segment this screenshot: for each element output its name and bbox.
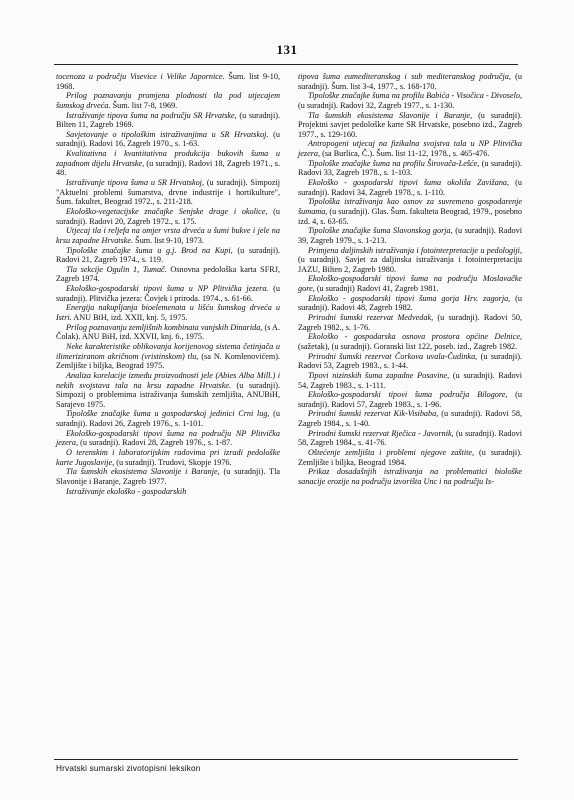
entry-details: (sažetak), (u suradnji). Goranski list 122, poseb. izd., Zagreb 1982. (298, 341, 518, 351)
bibliography-entry (56, 487, 280, 497)
entry-details: (u suradnji). Savjet za daljinska istraživanja i fotointerpretaciju JAZU, Bilten 2, Zagreb 1980. (298, 255, 522, 274)
bibliography-entry (56, 111, 280, 130)
entry-title: Ekološko-gospodarski tipovi šuma područja Bilogore, (308, 390, 508, 400)
entry-title: Istraživanje ekološko - gospodarskih (66, 486, 187, 496)
entry-details: (u suradnji). Projektni savjet pedološke karte SR Hrvatske, posebno izd., Zagreb 1977., s. 129-160. (298, 110, 522, 139)
bibliography-entry (56, 448, 280, 467)
entry-title: Ekološko-vegetacijske značajke Senjske drage i okolice, (66, 206, 268, 216)
entry-title: Prikaz dosadašnjih istraživanja na problematici biološke sanacije erozije na području izvorišta Unc i na području Is- (298, 467, 522, 486)
entry-title: Neke karakteristike oblikovanja korijenovog sistema četinjača u ilimeriziranom akričnom (vristinskom) tlu, (56, 341, 280, 361)
entry-details: Šum. list 7-8, 1969. (110, 100, 178, 110)
bibliography-entry (298, 246, 522, 275)
entry-details: Šum. list 9-10, 1968. (56, 72, 280, 91)
entry-title: Prirodni šumski rezervat Medvedak, (308, 313, 434, 323)
entry-title: Prilog poznavanju promjena plodnosti tla pod utjecajem šumskog drveća. (56, 91, 280, 110)
entry-title: Istraživanje tipova šuma u SR Hrvatskoj, (66, 178, 205, 188)
entry-details: (u suradnji). Simpozij o problemima istraživanja šumskih zemljišta, ANUBiH, Sarajevo 1975. (56, 380, 280, 409)
entry-title: Tla sekcije Ogulin 1, Tumač. (66, 264, 167, 274)
bibliography-entry (56, 303, 280, 322)
entry-details: (u suradnji). Radovi 33, Zagreb 1978., s. 1-103. (298, 158, 522, 178)
bibliography-entry (298, 409, 522, 428)
bibliography-entry (298, 111, 522, 140)
entry-details: (u suradnji). Trudovi, Skopje 1976. (114, 457, 232, 467)
left-column (56, 72, 280, 496)
entry-title: Prirodni šumski rezervat Čorkova uvala-Čudinka, (308, 351, 478, 361)
entry-title: Tipološke značajke šuma u gospodarskoj jedinici Crni lug, (66, 409, 270, 419)
entry-details: (u suradnji). Radovi 50, Zagreb 1982., s. 1-76. (298, 313, 522, 332)
entry-title: Ekološko - gospodarski tipovi šuma okoliša Zavižana, (308, 178, 510, 188)
entry-details: (u suradnji) Radovi 41, Zagreb 1981. (314, 284, 439, 294)
entry-details: ANU BiH, izd. XXII, knj. 5, 1975. (71, 313, 188, 323)
entry-details: Osnovna pedološka karta SFRJ, Zagreb 1974. (56, 264, 280, 284)
entry-title: Primjena daljinskih istraživanja i fotointerpretacije u pedologiji, (308, 245, 522, 255)
entry-details: (u suradnji). Radovi 53, Zagreb 1983., s. 1-44. (298, 351, 522, 371)
entry-title: Analiza korelacije između proizvodnosti jele (Abies Alba Mill.) i nekih svojstava tala na krsu zapadne Hrvatske. (56, 370, 280, 390)
bottom-rule (54, 759, 518, 760)
bibliography-entry (298, 429, 522, 448)
entry-details: (u suradnji). Radovi 28, Zagreb 1976., s. 1-87. (78, 438, 233, 448)
entry-details: (u suradnji). Radovi 26, Zagreb 1976., s. 1-101. (56, 409, 280, 429)
entry-title: Tipovi nizinskih šuma zapadne Posavine, (308, 370, 450, 380)
entry-details: (u suradnji). Tla Slavonije i Baranje, Zagreb 1977. (56, 467, 280, 486)
bibliography-entry (56, 207, 280, 226)
entry-title: Ekološko-gospodarski tipovi šuma na području NP Plitvička jezera, (56, 428, 280, 448)
entry-details: (u suradnji). Radovi 18, Zagreb 1971., s. 48. (56, 158, 280, 178)
bibliography-entry (56, 323, 280, 342)
bibliography-entry (298, 91, 522, 110)
entry-title: Ekološko-gospodarski tipovi šuma na području Moslavačke gore, (298, 274, 522, 294)
bibliography-entry (298, 274, 522, 293)
entry-details: (u suradnji). Radovi 57, Zagreb 1983., s. 1-96. (298, 390, 522, 409)
entry-title: O terenskim i laboratorijskim radovima pri izradi pedološke karte Jugoslavije, (56, 447, 280, 467)
entry-details: (u suradnji). Plitvička jezera: Čovjek i priroda. 1974., s. 61-66. (56, 284, 280, 303)
bibliography-entry (56, 130, 280, 149)
entry-details: (u suradnji). Radovi 20, Zagreb 1972., s. 175. (56, 206, 280, 226)
entry-title: Energija nakupljanja bioelemenata u lišću šumskog drveća u Istri. (56, 303, 280, 323)
entry-details: (sa Burlica, Č.). Šum. list 11-12, 1978., s. 465-476. (320, 149, 490, 159)
entry-details: (u suradnji). Radovi 48, Zagreb 1982. (298, 293, 522, 313)
entry-title: Kvalitativna i kvantitativna produkcija bukovih šuma u zapadnom dijelu Hrvatske, (56, 149, 280, 168)
bibliography-entry (298, 294, 522, 313)
bibliography-entry (298, 159, 522, 178)
entry-title: Tipološke značajke šuma na profilu Širovača-Lešće, (308, 158, 480, 168)
entry-details: (u suradnji). Radovi 39, Zagreb 1979., s. 1-213. (298, 226, 522, 245)
entry-details: (sa N. Komlenovićem). Zemljište i biljka, Beograd 1975. (56, 351, 280, 371)
entry-details: (u suradnji). Radovi 58, Zagreb 1984., s. 41-76. (298, 428, 522, 448)
bibliography-entry (56, 265, 280, 284)
entry-details: (u suradnji). Radovi 32, Zagreb 1977., s. 1-130. (298, 100, 455, 110)
entry-title: Ekološko-gospodarski tipovi šuma u NP Plitvička jezera. (66, 284, 269, 294)
bibliography-entry (56, 409, 280, 428)
entry-title: Tipološka istraživanja kao osnov za suvremeno gospodarenje šumama, (298, 197, 522, 216)
bibliography-entry (56, 91, 280, 110)
entry-details: (s A. Čolak). ANU BiH, izd. XXVII, knj. 6., 1975. (56, 322, 280, 342)
entry-title: Utjecaj tla i reljefa na omjer vrsta drveća u šumi bukve i jele na krsu zapadne Hrvatske. (56, 226, 280, 245)
bibliography-entry (56, 226, 280, 245)
entry-title: Tla šumskih ekosistema Slavonije i Baranje, (308, 110, 473, 120)
bibliography-entry (56, 467, 280, 486)
entry-details: (u suradnji). Bilten 11, Zagreb 1969. (56, 110, 280, 130)
entry-title: Oštećenje zemljišta i problemi njegove zaštite, (308, 447, 475, 457)
entry-title: Tla šumskih ekosistema Slavonije i Baranje, (66, 467, 220, 477)
bibliography-entry (298, 139, 522, 158)
bibliography-entry (298, 178, 522, 197)
bibliography-entry (298, 390, 522, 409)
entry-title: Tipološke značajke šuma Slavonskog gorja, (308, 226, 453, 236)
bibliography-entry (56, 149, 280, 178)
bibliography-entry (298, 467, 522, 486)
entry-details: (u suradnji). Glas. Šum. fakulteta Beograd, 1979., posebno izd. 4, s. 63-65. (298, 206, 522, 226)
entry-details: Šum. list 9-10, 1973. (133, 235, 204, 245)
bibliography-entry (298, 352, 522, 371)
entry-title: Savjetovanje o tipološkim istraživanjima u SR Hrvatskoj. (66, 129, 269, 139)
entry-details: (u suradnji). Radovi 16, Zagreb 1970., s. 1-63. (56, 129, 280, 149)
entry-details: (u suradnji). Radovi 58, Zagreb 1984., s. 1-40. (298, 409, 522, 429)
top-rule (54, 64, 518, 65)
entry-details: (u suradnji). Radovi 54, Zagreb 1983., s. 1-111. (298, 370, 523, 390)
bibliography-entry (298, 332, 522, 351)
entry-title: Prilog poznavanju zemljišnih kombinata vanjskih Dinarida, (66, 322, 263, 332)
bibliography-entry (298, 72, 522, 91)
entry-details: (u suradnji). Zemljište i biljka, Beograd 1984. (298, 447, 522, 467)
bibliography-entry (298, 448, 522, 467)
entry-title: Tipološke značajke šuma u g.j. Brod na Kupi, (66, 245, 233, 255)
entry-title: Ekološko - gospodarska osnova prostora općine Delnice, (308, 332, 522, 342)
entry-details: (u suradnji). Simpozij "Aktuelni problemi šumarstva, drvne industrije i hortikulture", Šum. fakultet, Beograd 1972., s. 211-218. (56, 178, 280, 207)
entry-title: tipova šuma eumediteranskog i sub mediteranskog područja, (298, 72, 511, 81)
bibliography-entry (298, 197, 522, 226)
entry-title: Prirodni šumski rezervat Kik-Visibaba, (308, 409, 439, 419)
entry-title: Tipološke značajke šuma na profilu Babića - Visočica - Divoselo, (308, 91, 522, 101)
entry-details: (u suradnji). Radovi 21, Zagreb 1974., s. 119. (56, 245, 280, 265)
entry-title: Istraživanje tipova šuma na području SR Hrvatske, (66, 110, 237, 120)
entry-title: Ekološko - gospodarski tipovi šuma gorja Hrv. zagorja, (308, 293, 511, 303)
bibliography-entry (298, 371, 522, 390)
bibliography-entry (56, 178, 280, 207)
bibliography-entry (56, 429, 280, 448)
bibliography-entry (56, 246, 280, 265)
bibliography-entry (56, 342, 280, 371)
right-column (298, 72, 522, 487)
entry-title: tocenoza u području Visevice i Velike Japornice. (56, 72, 225, 81)
bibliography-entry (298, 226, 522, 245)
bibliography-entry (56, 72, 280, 91)
bibliography-entry (56, 284, 280, 303)
bibliography-entry (298, 313, 522, 332)
entry-title: Antropogeni utjecaj na fizikalna svojstva tala u NP Plitvička jezera, (298, 139, 522, 159)
entry-title: Prirodni šumski rezervat Rječica - Javornik, (308, 428, 454, 438)
bibliography-entry (56, 371, 280, 410)
entry-details: (u suradnji). Šum. list 3-4, 1977., s. 168-170. (298, 72, 522, 91)
entry-details: (u suradnji). Radovi 34, Zagreb 1978., s. 1-110. (298, 178, 523, 197)
footer-text: Hrvatski sumarski zivotopisni leksikon (56, 764, 201, 773)
page-number: 131 (276, 42, 298, 57)
